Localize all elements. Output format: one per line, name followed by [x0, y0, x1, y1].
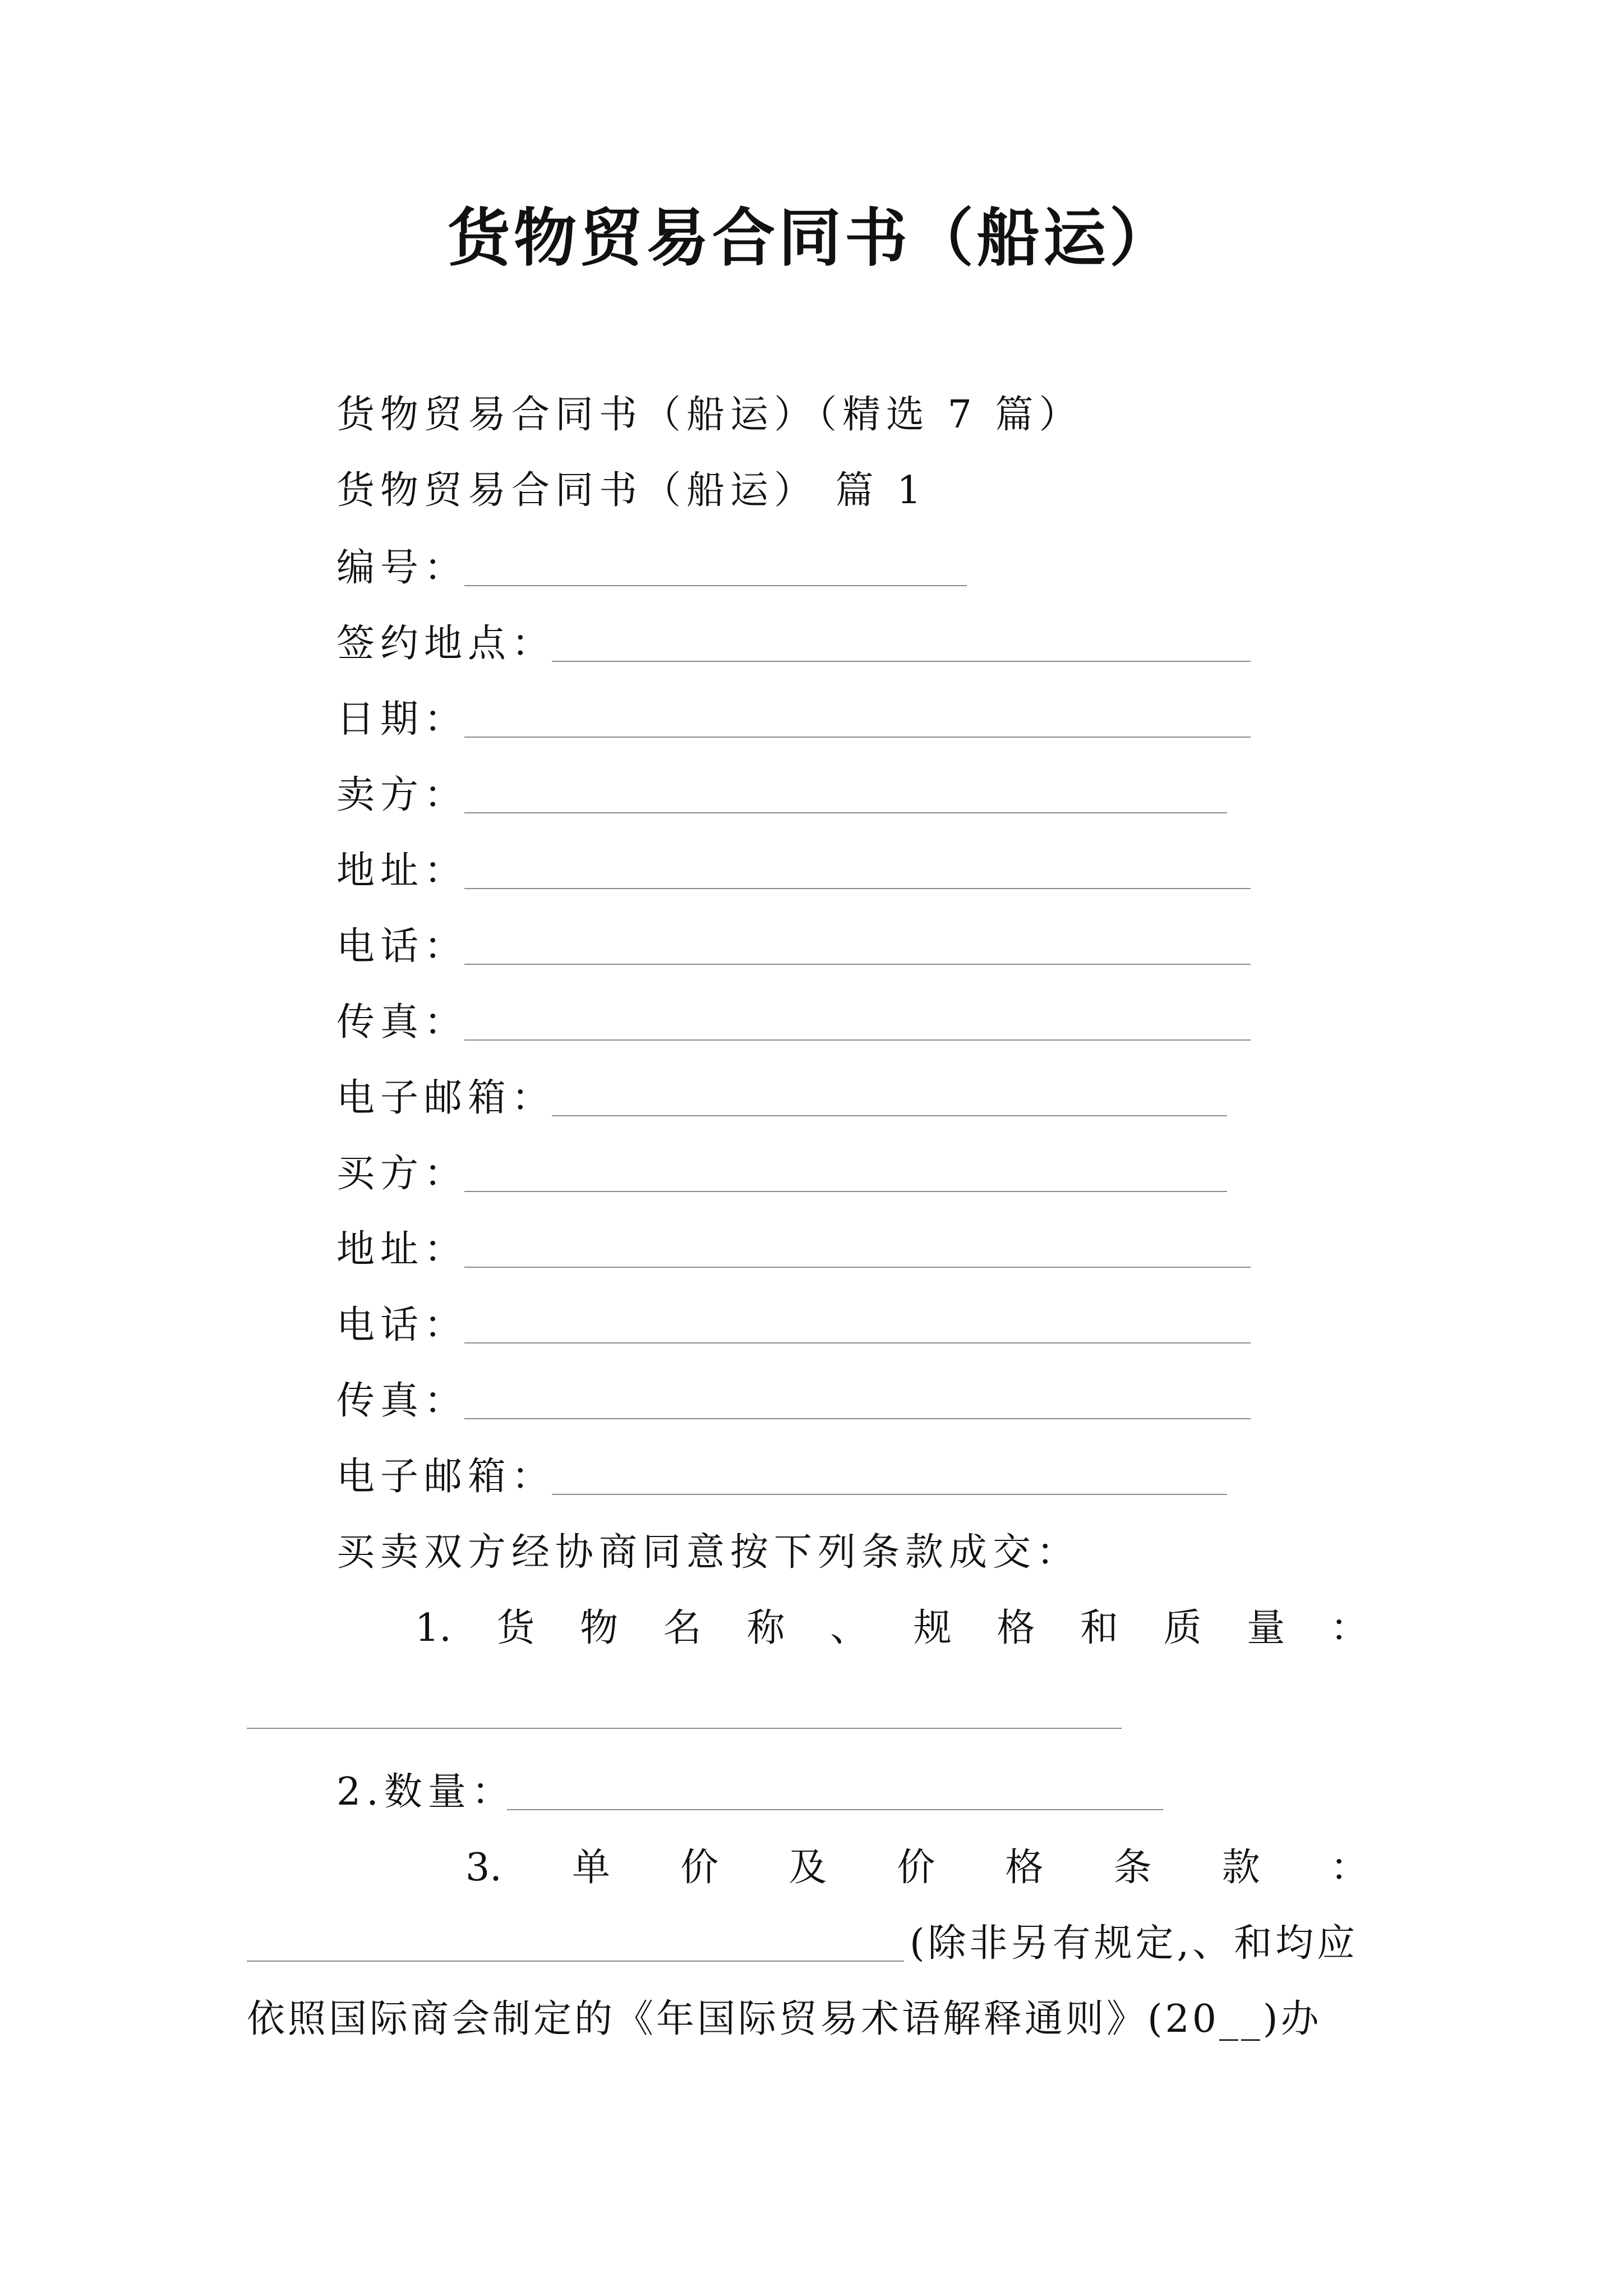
clause-char: ： [1330, 1606, 1368, 1650]
clause-3-continuation: (除非另有规定,、和均应 [910, 1921, 1359, 1966]
clause-char: 款 [1221, 1846, 1260, 1890]
buyer-address-blank[interactable] [464, 1267, 1251, 1268]
section-heading: 货物贸易合同书（船运） 篇 1 [336, 468, 927, 513]
clause-char: 称 [746, 1606, 785, 1650]
clause-3-heading [465, 1843, 1368, 1893]
field-label: 地址： [336, 1227, 468, 1272]
document-subtitle: 货物贸易合同书（船运）（精选 7 篇） [336, 393, 1083, 437]
seller-blank[interactable] [464, 812, 1227, 813]
clause-3-line3: 依照国际商会制定的《年国际贸易术语解释通则》(20__)办 [247, 1997, 1322, 2041]
field-label: 地址： [336, 849, 468, 893]
clause-1-heading [415, 1603, 1368, 1654]
clause-char: 质 [1163, 1606, 1202, 1650]
signing-place-blank[interactable] [552, 661, 1251, 662]
field-label: 电话： [336, 1303, 468, 1347]
clause-char: 条 [1113, 1846, 1152, 1890]
clause-char: 物 [580, 1606, 619, 1650]
seller-address-blank[interactable] [464, 888, 1251, 889]
date-blank[interactable] [464, 737, 1251, 738]
field-label: 传真： [336, 1000, 468, 1045]
clause-char: 和 [1080, 1606, 1119, 1650]
clause-char: 价 [897, 1846, 935, 1890]
field-label: 电话： [336, 924, 468, 969]
clause-2-blank[interactable] [507, 1809, 1163, 1810]
field-label: 电子邮箱： [336, 1455, 556, 1499]
clause-char: 格 [997, 1606, 1035, 1650]
clause-char: 价 [680, 1846, 719, 1890]
seller-phone-blank[interactable] [464, 964, 1251, 965]
clause-char: 3. [465, 1846, 502, 1890]
clause-char: ： [1330, 1846, 1368, 1890]
field-label: 买方： [336, 1152, 468, 1196]
field-label: 编号： [336, 546, 468, 590]
clause-char: 量 [1247, 1606, 1285, 1650]
contract-number-blank[interactable] [464, 585, 967, 586]
buyer-email-blank[interactable] [552, 1494, 1227, 1495]
clause-char: 格 [1005, 1846, 1044, 1890]
clause-char: 单 [572, 1846, 611, 1890]
clause-char: 及 [789, 1846, 827, 1890]
buyer-phone-blank[interactable] [464, 1342, 1251, 1343]
clause-2-label: 2.数量： [336, 1770, 515, 1814]
field-label: 卖方： [336, 773, 468, 817]
agreement-intro: 买卖双方经协商同意按下列条款成交： [336, 1530, 1081, 1575]
field-label: 传真： [336, 1379, 468, 1423]
clause-char: 、 [830, 1606, 869, 1650]
field-label: 电子邮箱： [336, 1076, 556, 1120]
seller-email-blank[interactable] [552, 1115, 1227, 1116]
document-title: 货物贸易合同书（船运） [448, 201, 1175, 275]
clause-3-price-blank[interactable] [247, 1961, 904, 1962]
clause-char: 1. [415, 1606, 451, 1650]
clause-char: 货 [496, 1606, 535, 1650]
field-label: 日期： [336, 697, 468, 742]
clause-char: 规 [913, 1606, 952, 1650]
seller-fax-blank[interactable] [464, 1039, 1251, 1041]
buyer-blank[interactable] [464, 1191, 1227, 1192]
clause-1-blank[interactable] [247, 1728, 1122, 1729]
field-label: 签约地点： [336, 622, 556, 666]
buyer-fax-blank[interactable] [464, 1418, 1251, 1419]
clause-char: 名 [663, 1606, 702, 1650]
